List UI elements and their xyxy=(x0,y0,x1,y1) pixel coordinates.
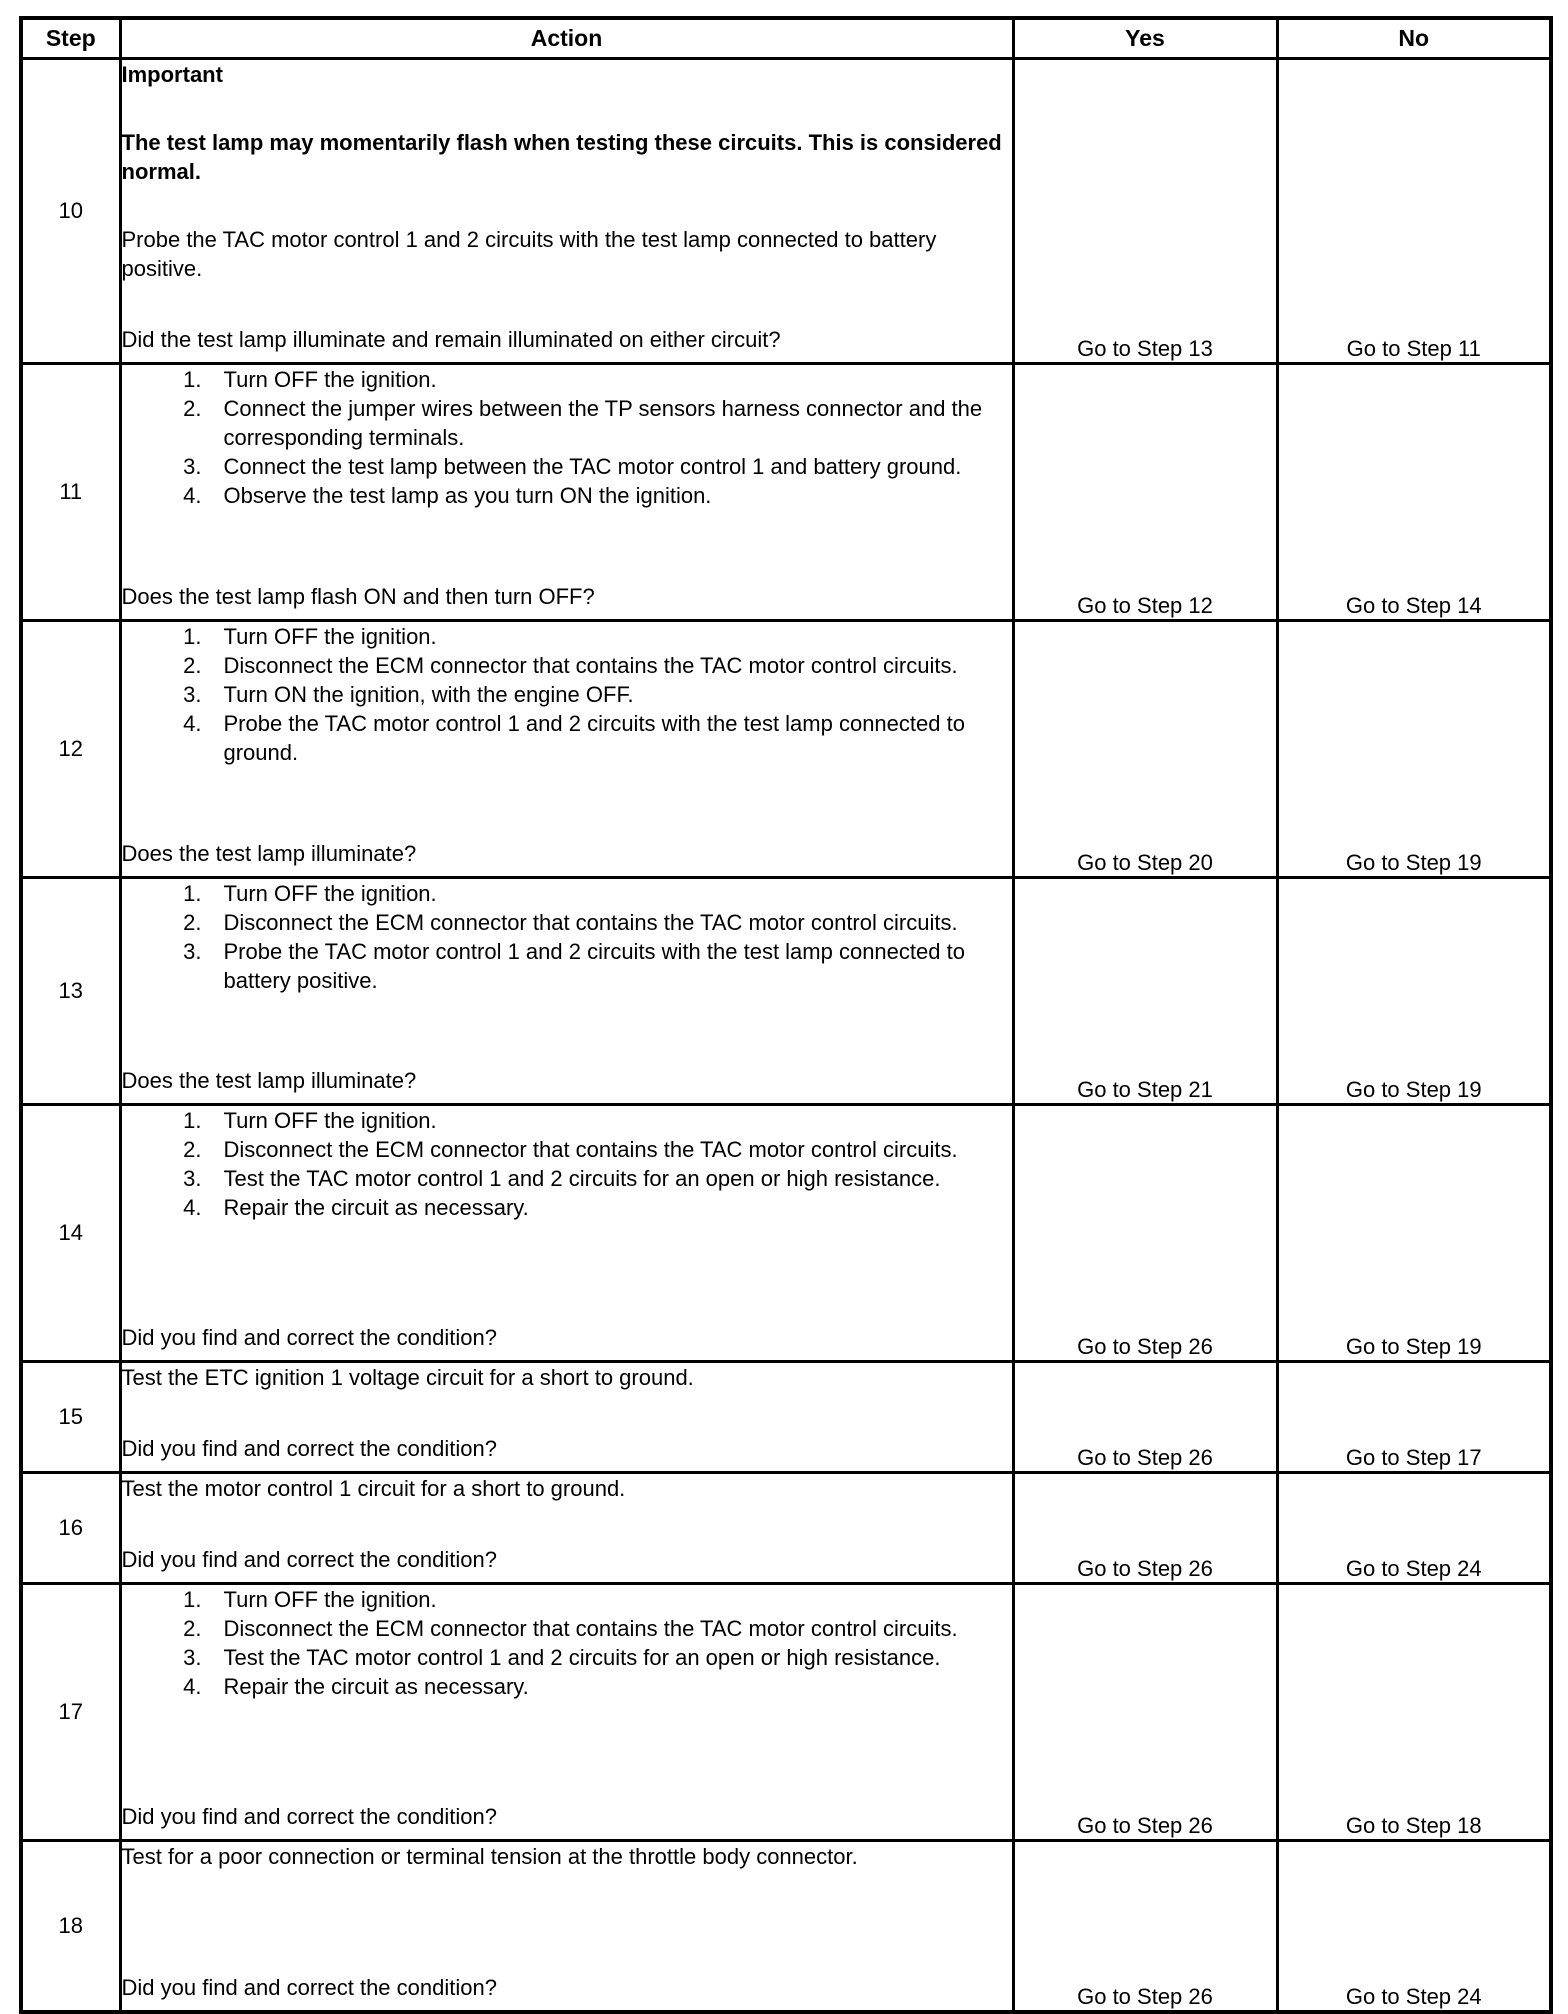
procedure-item xyxy=(122,1585,1012,1614)
procedure-item-text: Disconnect the ECM connector that contains the TAC motor control circuits. xyxy=(223,1616,958,1641)
action-cell xyxy=(120,59,1013,364)
procedure-item-number: 1. xyxy=(183,367,202,392)
procedure-item xyxy=(122,937,1012,995)
table-row xyxy=(21,621,1551,878)
yes-result: Go to Step 13 xyxy=(1013,59,1277,364)
action-cell xyxy=(120,1473,1013,1584)
procedure-item xyxy=(122,1643,1012,1672)
yes-result: Go to Step 26 xyxy=(1013,1362,1277,1473)
procedure-item xyxy=(122,1135,1012,1164)
action-text: Test the motor control 1 circuit for a short to ground. xyxy=(121,1476,626,1501)
no-result: Go to Step 19 xyxy=(1277,878,1551,1105)
yes-result: Go to Step 26 xyxy=(1013,1841,1277,2012)
table-row xyxy=(21,1584,1551,1841)
step-number: 12 xyxy=(21,621,120,878)
step-number: 16 xyxy=(21,1473,120,1584)
action-text: Test the ETC ignition 1 voltage circuit for a short to ground. xyxy=(121,1365,694,1390)
diagnostic-table xyxy=(19,16,1553,2014)
step-number: 10 xyxy=(21,59,120,364)
procedure-item-number: 3. xyxy=(183,1645,202,1670)
procedure-item-text: Turn OFF the ignition. xyxy=(223,1587,437,1612)
procedure-item xyxy=(122,1106,1012,1135)
table-row xyxy=(21,1105,1551,1362)
no-result: Go to Step 19 xyxy=(1277,621,1551,878)
procedure-item-number: 4. xyxy=(183,711,202,736)
important-label: Important xyxy=(121,62,223,87)
procedure-item-number: 1. xyxy=(183,624,202,649)
question-text: Did the test lamp illuminate and remain illuminated on either circuit? xyxy=(121,327,781,352)
procedure-item xyxy=(122,709,1012,767)
procedure-list xyxy=(122,365,1012,510)
action-text: Test for a poor connection or terminal tension at the throttle body connector. xyxy=(121,1844,858,1869)
step-number: 18 xyxy=(21,1841,120,2012)
question-text: Does the test lamp flash ON and then turn OFF? xyxy=(121,584,595,609)
procedure-item-number: 1. xyxy=(183,1108,202,1133)
procedure-item xyxy=(122,908,1012,937)
procedure-item-number: 3. xyxy=(183,454,202,479)
question-text: Does the test lamp illuminate? xyxy=(121,841,417,866)
no-result: Go to Step 24 xyxy=(1277,1841,1551,2012)
header-row xyxy=(21,18,1551,59)
header-step: Step xyxy=(21,18,120,59)
action-cell xyxy=(120,878,1013,1105)
step-number: 15 xyxy=(21,1362,120,1473)
yes-result: Go to Step 26 xyxy=(1013,1473,1277,1584)
procedure-item-text: Turn OFF the ignition. xyxy=(223,881,437,906)
step-number: 14 xyxy=(21,1105,120,1362)
no-result: Go to Step 18 xyxy=(1277,1584,1551,1841)
procedure-item-text: Turn OFF the ignition. xyxy=(223,624,437,649)
question-text: Did you find and correct the condition? xyxy=(121,1804,497,1829)
procedure-item-number: 1. xyxy=(183,1587,202,1612)
table-row xyxy=(21,1473,1551,1584)
header-no: No xyxy=(1277,18,1551,59)
no-result: Go to Step 24 xyxy=(1277,1473,1551,1584)
table-row xyxy=(21,1841,1551,2012)
yes-result: Go to Step 26 xyxy=(1013,1584,1277,1841)
procedure-list xyxy=(122,622,1012,767)
action-text: Probe the TAC motor control 1 and 2 circuits with the test lamp connected to battery positive. xyxy=(121,227,937,281)
question-text: Did you find and correct the condition? xyxy=(121,1436,497,1461)
action-cell xyxy=(120,1841,1013,2012)
no-result: Go to Step 19 xyxy=(1277,1105,1551,1362)
procedure-item xyxy=(122,651,1012,680)
procedure-item xyxy=(122,622,1012,651)
procedure-item-text: Repair the circuit as necessary. xyxy=(223,1195,529,1220)
procedure-item-number: 4. xyxy=(183,483,202,508)
header-action: Action xyxy=(120,18,1013,59)
procedure-item-number: 2. xyxy=(183,1616,202,1641)
procedure-item-number: 2. xyxy=(183,1137,202,1162)
procedure-item-number: 3. xyxy=(183,682,202,707)
step-number: 13 xyxy=(21,878,120,1105)
procedure-item-text: Probe the TAC motor control 1 and 2 circuits with the test lamp connected to battery positive. xyxy=(223,939,965,993)
procedure-item xyxy=(122,1672,1012,1701)
procedure-item-number: 4. xyxy=(183,1195,202,1220)
procedure-item xyxy=(122,394,1012,452)
procedure-item-number: 1. xyxy=(183,881,202,906)
procedure-item-text: Turn OFF the ignition. xyxy=(223,1108,437,1133)
procedure-item-text: Connect the test lamp between the TAC motor control 1 and battery ground. xyxy=(223,454,962,479)
procedure-item xyxy=(122,1614,1012,1643)
procedure-item-number: 3. xyxy=(183,939,202,964)
step-number: 17 xyxy=(21,1584,120,1841)
question-text: Does the test lamp illuminate? xyxy=(121,1068,417,1093)
procedure-item-number: 2. xyxy=(183,910,202,935)
table-row xyxy=(21,878,1551,1105)
procedure-list xyxy=(122,879,1012,995)
procedure-item-text: Observe the test lamp as you turn ON the ignition. xyxy=(223,483,712,508)
no-result: Go to Step 17 xyxy=(1277,1362,1551,1473)
procedure-item-text: Disconnect the ECM connector that contains the TAC motor control circuits. xyxy=(223,653,958,678)
action-cell xyxy=(120,364,1013,621)
table-row xyxy=(21,364,1551,621)
table-row xyxy=(21,1362,1551,1473)
no-result: Go to Step 11 xyxy=(1277,59,1551,364)
yes-result: Go to Step 21 xyxy=(1013,878,1277,1105)
table-row xyxy=(21,59,1551,364)
yes-result: Go to Step 20 xyxy=(1013,621,1277,878)
procedure-item xyxy=(122,452,1012,481)
question-text: Did you find and correct the condition? xyxy=(121,1547,497,1572)
procedure-item xyxy=(122,365,1012,394)
question-text: Did you find and correct the condition? xyxy=(121,1975,497,2000)
procedure-item-text: Test the TAC motor control 1 and 2 circuits for an open or high resistance. xyxy=(223,1645,941,1670)
procedure-item-text: Connect the jumper wires between the TP sensors harness connector and the corresponding terminals. xyxy=(223,396,983,450)
procedure-item xyxy=(122,680,1012,709)
action-cell xyxy=(120,1105,1013,1362)
procedure-list xyxy=(122,1585,1012,1701)
procedure-item-number: 2. xyxy=(183,653,202,678)
procedure-item xyxy=(122,1193,1012,1222)
procedure-item-text: Repair the circuit as necessary. xyxy=(223,1674,529,1699)
action-cell xyxy=(120,1584,1013,1841)
important-note: The test lamp may momentarily flash when testing these circuits. This is considered normal. xyxy=(121,130,1002,184)
procedure-item xyxy=(122,879,1012,908)
procedure-item-number: 3. xyxy=(183,1166,202,1191)
procedure-item xyxy=(122,481,1012,510)
action-cell xyxy=(120,1362,1013,1473)
action-cell xyxy=(120,621,1013,878)
procedure-item-text: Turn OFF the ignition. xyxy=(223,367,437,392)
no-result: Go to Step 14 xyxy=(1277,364,1551,621)
procedure-item-text: Disconnect the ECM connector that contains the TAC motor control circuits. xyxy=(223,910,958,935)
procedure-item-text: Test the TAC motor control 1 and 2 circuits for an open or high resistance. xyxy=(223,1166,941,1191)
procedure-list xyxy=(122,1106,1012,1222)
procedure-item-number: 2. xyxy=(183,396,202,421)
procedure-item xyxy=(122,1164,1012,1193)
question-text: Did you find and correct the condition? xyxy=(121,1325,497,1350)
header-yes: Yes xyxy=(1013,18,1277,59)
procedure-item-text: Disconnect the ECM connector that contains the TAC motor control circuits. xyxy=(223,1137,958,1162)
step-number: 11 xyxy=(21,364,120,621)
procedure-item-text: Turn ON the ignition, with the engine OFF. xyxy=(223,682,634,707)
procedure-item-number: 4. xyxy=(183,1674,202,1699)
procedure-item-text: Probe the TAC motor control 1 and 2 circuits with the test lamp connected to ground. xyxy=(223,711,965,765)
yes-result: Go to Step 12 xyxy=(1013,364,1277,621)
yes-result: Go to Step 26 xyxy=(1013,1105,1277,1362)
